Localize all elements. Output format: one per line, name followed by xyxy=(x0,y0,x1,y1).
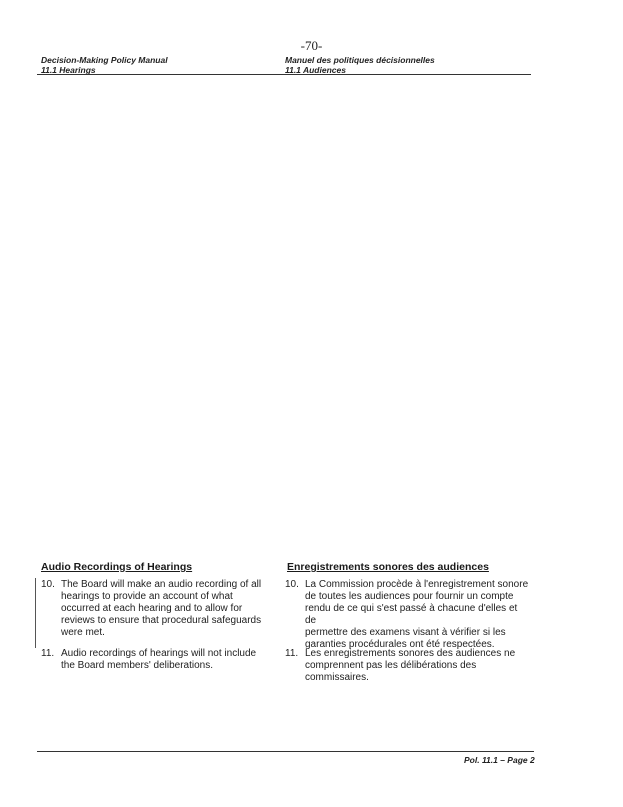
item-number: 11. xyxy=(41,648,55,659)
item-text: The Board will make an audio recording of all hearings to provide an account of what occurred at each hearing and to allow for reviews to ensure that procedural safeguards were met. xyxy=(61,579,262,638)
revision-bar xyxy=(35,578,36,648)
header-right-section: 11.1 Audiences xyxy=(285,65,346,75)
french-section-heading: Enregistrements sonores des audiences xyxy=(287,561,489,573)
header-left-title: Decision-Making Policy Manual xyxy=(41,55,168,65)
header-left-section: 11.1 Hearings xyxy=(41,65,96,75)
item-number: 10. xyxy=(285,579,299,590)
header-right xyxy=(285,55,435,75)
header-divider xyxy=(37,74,531,75)
item-text: Audio recordings of hearings will not include the Board members' deliberations. xyxy=(61,648,257,671)
item-number: 10. xyxy=(41,579,55,590)
item-text: Les enregistrements sonores des audiences ne comprennent pas les délibérations des commissaires. xyxy=(305,648,516,683)
footer-page-label: Pol. 11.1 – Page 2 xyxy=(464,755,535,765)
header-right-title: Manuel des politiques décisionnelles xyxy=(285,55,435,65)
page-number: -70- xyxy=(300,38,323,53)
footer-divider xyxy=(37,751,534,752)
item-number: 11. xyxy=(285,648,299,659)
item-text: La Commission procède à l'enregistrement sonore de toutes les audiences pour fournir un compte rendu de ce qui s'est passé à chacune d'elles et de permettre des examens visant à vérifier si les garanties procédurales ont été respectées. xyxy=(305,579,529,650)
header-left xyxy=(41,55,168,75)
english-section-heading: Audio Recordings of Hearings xyxy=(41,561,193,573)
